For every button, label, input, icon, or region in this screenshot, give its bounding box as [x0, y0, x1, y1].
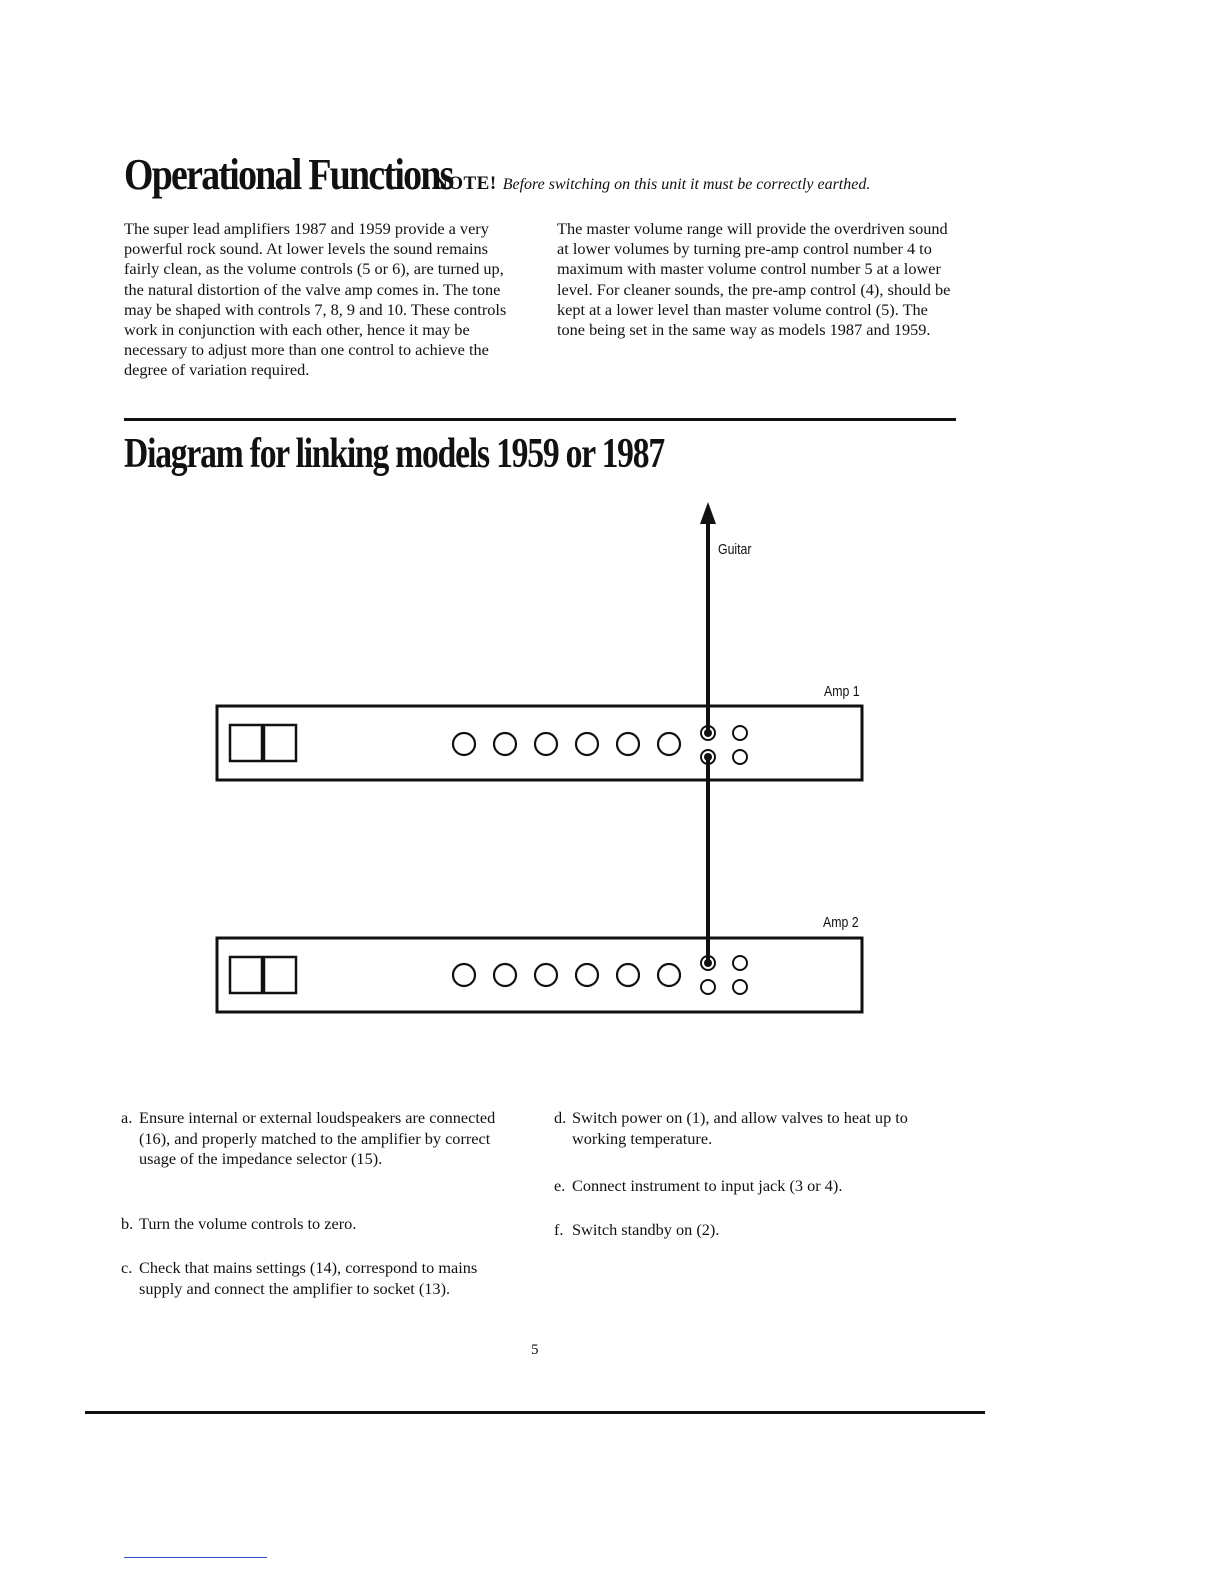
guitar-label: Guitar	[718, 541, 752, 558]
amp2-knob-3	[535, 964, 557, 986]
amp1-switch-standby	[264, 725, 296, 761]
amp2-chassis	[217, 938, 862, 1012]
amp2-panel	[217, 938, 862, 1012]
amp1-label: Amp 1	[824, 683, 860, 700]
amp1-knob-3	[535, 733, 557, 755]
amp1-knob-2	[494, 733, 516, 755]
note-label: NOTE!	[434, 173, 497, 194]
step-letter: a.	[121, 1108, 133, 1127]
amp1-jack-top-right	[733, 726, 747, 740]
amp1-panel	[217, 706, 862, 780]
amp2-knob-4	[576, 964, 598, 986]
guitar-arrow-icon	[700, 502, 716, 524]
step-d	[554, 1108, 954, 1149]
step-text: Switch power on (1), and allow valves to heat up to working temperature.	[572, 1108, 908, 1148]
amp2-plug-input	[704, 959, 712, 967]
amp1-switch-power	[230, 725, 262, 761]
amp2-knob-6	[658, 964, 680, 986]
intro-paragraph-left: The super lead amplifiers 1987 and 1959 provide a very powerful rock sound. At lower levels the sound remains fairly clean, as the volume controls (5 or 6), are turned up, the natural distortion of the valve amp comes in. The tone may be shaped with controls 7, 8, 9 and 10. These controls work in conjunction with each other, hence it may be necessary to adjust more than one control to achieve the degree of variation required.	[124, 219, 507, 380]
step-c	[121, 1258, 506, 1299]
amp1-plug-input	[704, 729, 712, 737]
amp2-switch-standby	[264, 957, 296, 993]
amp1-knob-6	[658, 733, 680, 755]
step-letter: d.	[554, 1108, 567, 1127]
amp2-jack-top-right	[733, 956, 747, 970]
amp2-knobs	[453, 964, 680, 986]
step-letter: b.	[121, 1214, 134, 1233]
step-b	[121, 1214, 506, 1235]
step-a	[121, 1108, 506, 1170]
intro-paragraph-right: The master volume range will provide the overdriven sound at lower volumes by turning pre-amp control number 4 to maximum with master volume control number 5 at a lower level. For cleaner sounds, the pre-amp control (4), should be kept at a lower level than master volume control (5). The tone being set in the same way as models 1987 and 1959.	[557, 219, 951, 340]
amp2-knob-2	[494, 964, 516, 986]
amp2-knob-5	[617, 964, 639, 986]
step-text: Turn the volume controls to zero.	[139, 1214, 357, 1233]
amp1-knob-1	[453, 733, 475, 755]
amp1-chassis	[217, 706, 862, 780]
amp2-jack-bottom-left	[701, 980, 715, 994]
step-e	[554, 1176, 954, 1197]
step-text: Connect instrument to input jack (3 or 4).	[572, 1176, 843, 1195]
step-text: Ensure internal or external loudspeakers are connected (16), and properly matched to the amplifier by correct usage of the impedance selector (15).	[139, 1108, 496, 1168]
page-number: 5	[531, 1342, 539, 1358]
amp2-jack-bottom-right	[733, 980, 747, 994]
step-text: Switch standby on (2).	[572, 1220, 720, 1239]
diagram-title: Diagram for linking models 1959 or 1987	[124, 431, 664, 477]
step-letter: e.	[554, 1176, 566, 1195]
page-title: Operational Functions	[124, 150, 453, 199]
scan-mark	[124, 1557, 267, 1558]
step-f	[554, 1220, 954, 1241]
amp1-knob-5	[617, 733, 639, 755]
amp1-knob-4	[576, 733, 598, 755]
step-letter: f.	[554, 1220, 564, 1239]
amp2-switch-power	[230, 957, 262, 993]
amp2-knob-1	[453, 964, 475, 986]
amp1-plug-link	[704, 753, 712, 761]
amp2-label: Amp 2	[823, 914, 859, 931]
note-text: Before switching on this unit it must be correctly earthed.	[502, 176, 871, 193]
step-letter: c.	[121, 1258, 133, 1277]
amp1-jack-bottom-right	[733, 750, 747, 764]
step-text: Check that mains settings (14), correspond to mains supply and connect the amplifier to socket (13).	[139, 1258, 478, 1298]
footer-divider	[85, 1411, 985, 1414]
amp1-knobs	[453, 733, 680, 755]
